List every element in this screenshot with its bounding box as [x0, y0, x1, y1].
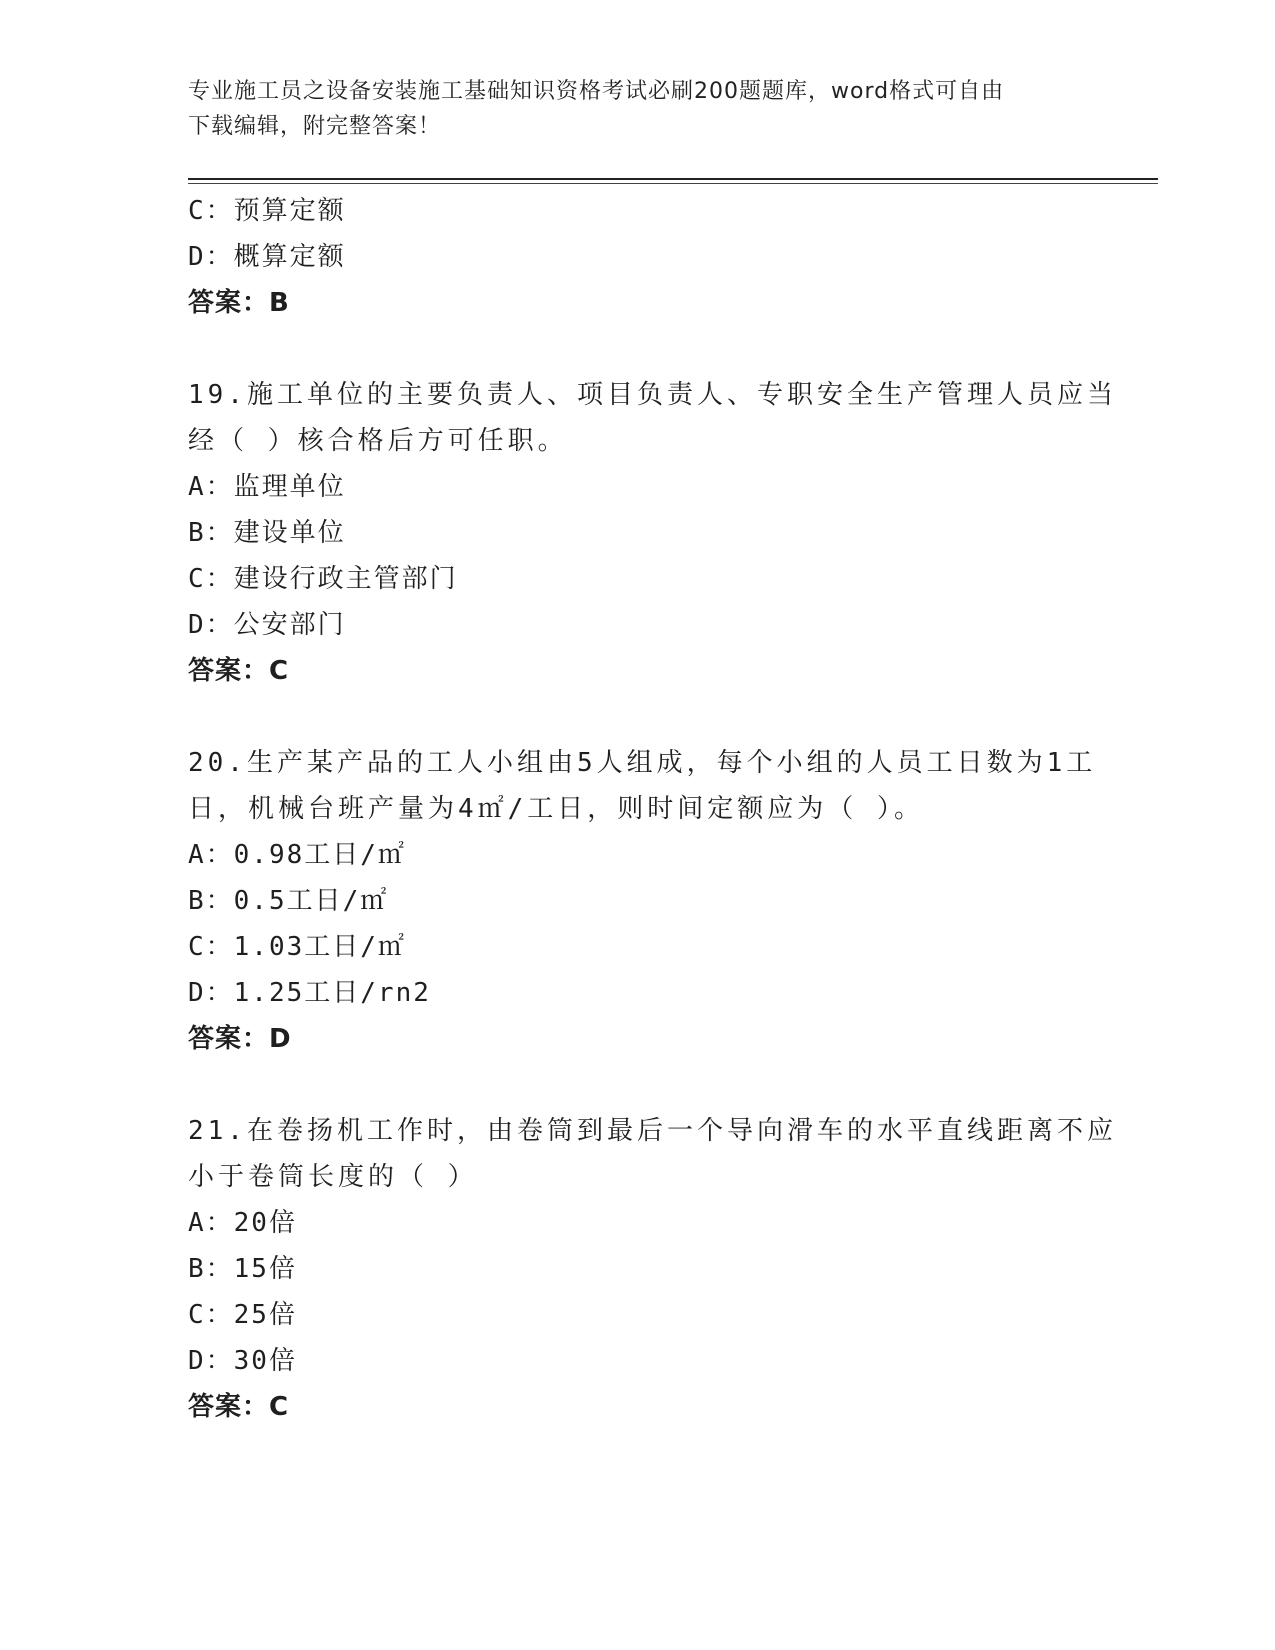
- option-c: C：1.03工日/㎡: [188, 932, 406, 962]
- document-header: [188, 74, 1068, 144]
- question-text-line-1: 20.生产某产品的工人小组由5人组成，每个小组的人员工日数为1工: [188, 748, 1097, 778]
- spacer: [188, 1062, 1088, 1108]
- question-block-21: [188, 1108, 1117, 1430]
- question-block-20: [188, 740, 1097, 1062]
- answer-line: 答案：D: [188, 1024, 292, 1054]
- header-divider-thick: [188, 178, 1158, 180]
- option-c: C：预算定额: [188, 196, 346, 226]
- option-d: D：30倍: [188, 1346, 297, 1376]
- option-c: C：建设行政主管部门: [188, 564, 458, 594]
- question-text-line-2: 日，机械台班产量为4㎡/工日，则时间定额应为（ ）。: [188, 794, 924, 824]
- option-b: B：15倍: [188, 1254, 297, 1284]
- option-a: A：20倍: [188, 1208, 297, 1238]
- question-text-line-2: 小于卷筒长度的（ ）: [188, 1162, 478, 1192]
- header-title-line-2: 下载编辑，附完整答案！: [188, 114, 442, 139]
- answer-line: 答案：C: [188, 1392, 290, 1422]
- option-d: D：公安部门: [188, 610, 346, 640]
- question-text-line-1: 19.施工单位的主要负责人、项目负责人、专职安全生产管理人员应当: [188, 380, 1117, 410]
- header-divider-thin: [188, 183, 1158, 184]
- option-a: A：监理单位: [188, 472, 346, 502]
- spacer: [188, 326, 1088, 372]
- question-block-19: [188, 372, 1117, 694]
- question-text-line-2: 经（ ）核合格后方可任职。: [188, 426, 568, 456]
- spacer: [188, 694, 1088, 740]
- question-text-line-1: 21.在卷扬机工作时，由卷筒到最后一个导向滑车的水平直线距离不应: [188, 1116, 1117, 1146]
- answer-line: 答案：B: [188, 288, 290, 318]
- header-title-line-1: 专业施工员之设备安装施工基础知识资格考试必刷200题题库，word格式可自由: [188, 79, 1005, 104]
- option-d: D：1.25工日/rn2: [188, 978, 431, 1008]
- option-d: D：概算定额: [188, 242, 346, 272]
- question-block-18: [188, 188, 1088, 326]
- option-b: B：0.5工日/㎡: [188, 886, 389, 916]
- option-c: C：25倍: [188, 1300, 297, 1330]
- option-a: A：0.98工日/㎡: [188, 840, 406, 870]
- question-list: [188, 188, 1117, 1430]
- option-b: B：建设单位: [188, 518, 346, 548]
- answer-line: 答案：C: [188, 656, 290, 686]
